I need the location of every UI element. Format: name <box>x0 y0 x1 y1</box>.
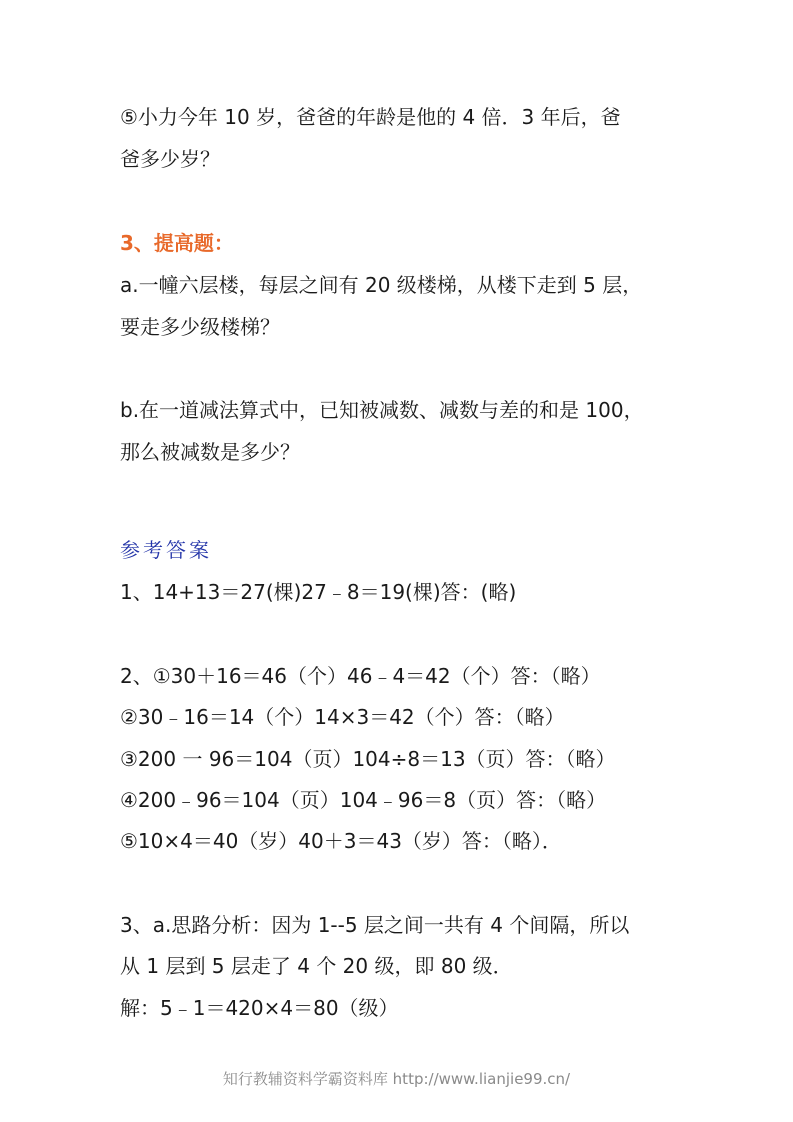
answer-2-part-5: ⑤10×4＝40（岁）40＋3＝43（岁）答：（略）． <box>120 829 562 853</box>
advanced-a-line-1: a.一幢六层楼，每层之间有 20 级楼梯，从楼下走到 5 层， <box>120 273 643 297</box>
answer-2-part-2: ②30﹣16＝14（个）14×3＝42（个）答：（略） <box>120 705 565 729</box>
answer-1: 1、14+13＝27(棵)27﹣8＝19(棵)答：(略) <box>120 580 517 604</box>
answer-2-part-1: 2、①30＋16＝46（个）46﹣4＝42（个）答：（略） <box>120 664 601 688</box>
answer-3-line-1: 3、a.思路分析：因为 1--5 层之间一共有 4 个间隔，所以 <box>120 913 630 937</box>
answer-3-line-2: 从 1 层到 5 层走了 4 个 20 级，即 80 级． <box>120 954 513 978</box>
question-5-line-1: ⑤小力今年 10 岁，爸爸的年龄是他的 4 倍．3 年后，爸 <box>120 105 621 129</box>
advanced-b-line-1: b.在一道减法算式中，已知被减数、减数与差的和是 100， <box>120 398 644 422</box>
footer-watermark-text: 知行教辅资料学霸资料库 http://www.lianjie99.cn/ <box>222 1070 571 1088</box>
answer-2-part-4: ④200﹣96＝104（页）104﹣96＝8（页）答：（略） <box>120 788 607 812</box>
answers-heading: 参考答案 <box>120 538 212 562</box>
advanced-b-line-2: 那么被减数是多少？ <box>120 440 300 464</box>
answer-2-part-3: ③200 一 96＝104（页）104÷8＝13（页）答：（略） <box>120 747 616 771</box>
advanced-a-line-2: 要走多少级楼梯？ <box>120 315 280 339</box>
advanced-heading: 3、提高题： <box>120 231 234 255</box>
question-5-line-2: 爸多少岁？ <box>120 147 220 171</box>
answer-3-line-3: 解：5﹣1＝420×4＝80（级） <box>120 996 399 1020</box>
